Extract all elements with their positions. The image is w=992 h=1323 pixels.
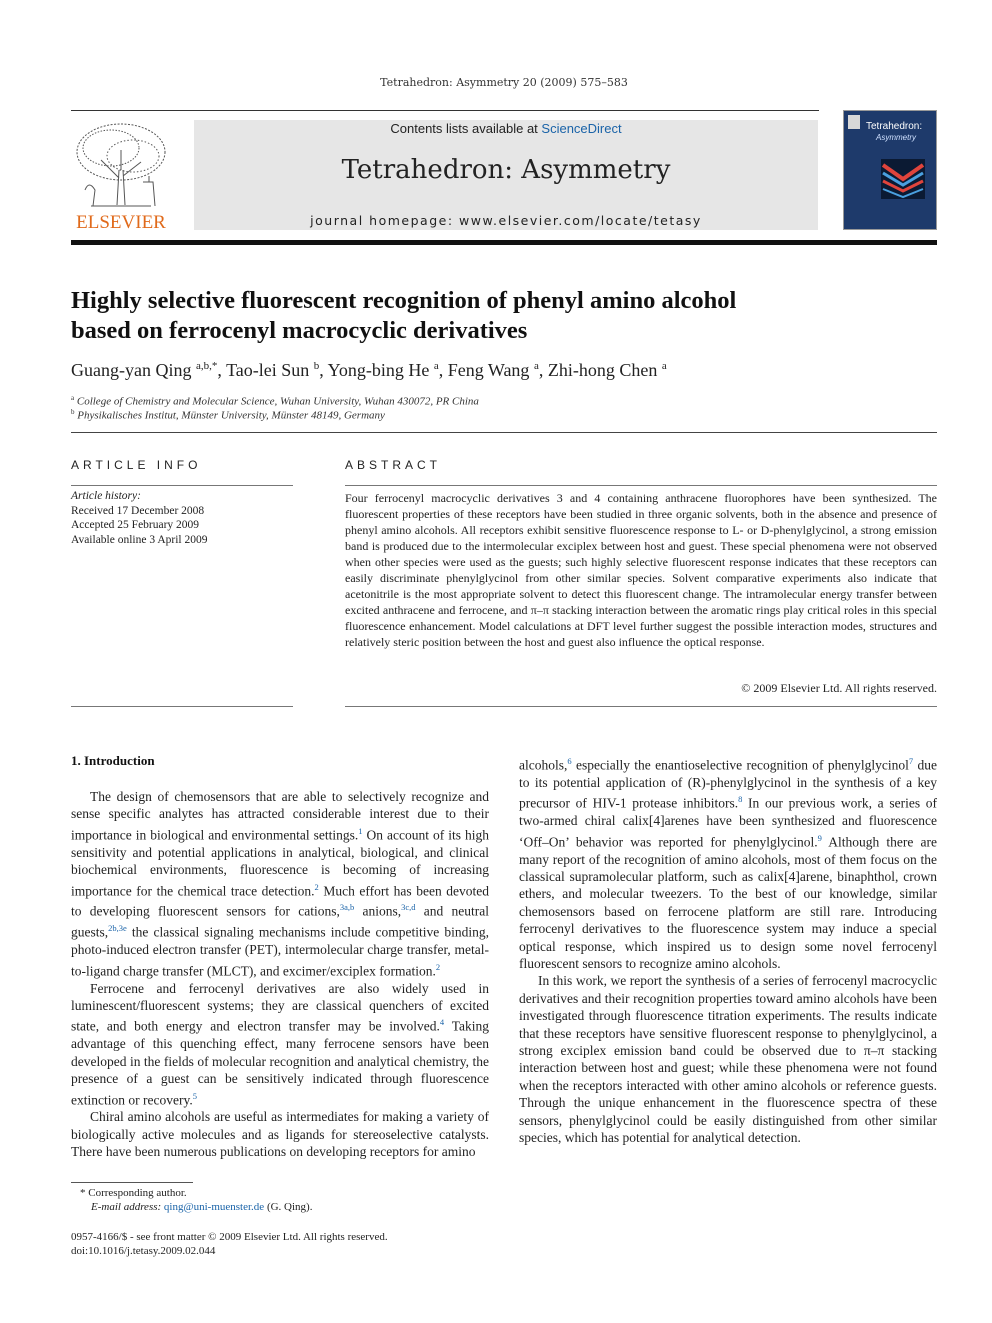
- author-name[interactable]: Zhi-hong Chen: [547, 360, 658, 380]
- paragraph: Chiral amino alcohols are useful as intermediates for making a variety of biologically active molecules and as ligands for stereoselective catalysts. There have been numerous publications on developing receptors for amino: [71, 1109, 489, 1160]
- affiliation-b: [71, 408, 771, 422]
- affiliation-text: College of Chemistry and Molecular Science, Wuhan University, Wuhan 430072, PR China: [76, 395, 479, 408]
- paragraph-continued: alcohols,$^6$ especially the enantioselective recognition of phenylglycinol$^7$ due to its potential application of (R)-phenylglycinol in the synthesis of a key precursor of HIV-1 protease inhibitors.$^8$ In our previous work, a series of two-armed chiral calix[4]arenes have been synthesized and fluorescence ‘Off–On’ behavior was reported for phenylglycinol.$^9$ Although there are many report of the recognition of amino alcohols, most of them focus on the classical supramolecular platform, such as calix[4]arene, binaphthol, crown ethers, and molecular tweezers. To the best of our knowledge, similar chemosensors based on ferrocene platform are still rare. Introducing ferrocenyl derivatives to the fluorescence system may induce a special optical response, which inspired us to design some novel ferrocenyl fluorescent sensors to recognize amino alcohols.: [519, 756, 938, 971]
- affiliation-text: Physikalisches Institut, Münster University, Münster 48149, Germany: [77, 409, 385, 422]
- abstract-heading: ABSTRACT: [345, 458, 442, 472]
- citation-link[interactable]: 8: [738, 794, 743, 805]
- citation-link[interactable]: 7: [908, 756, 914, 766]
- journal-homepage[interactable]: journal homepage: www.elsevier.com/locate/tetasy: [310, 213, 702, 228]
- cover-title-text: Tetrahedron:: [866, 121, 923, 132]
- sciencedirect-link[interactable]: ScienceDirect: [541, 121, 622, 136]
- title-line-2: based on ferrocenyl macrocyclic derivatives: [71, 317, 528, 344]
- journal-name-text: Tetrahedron: Asymmetry: [341, 155, 671, 185]
- author-sup[interactable]: b: [313, 360, 320, 372]
- abstract-copyright: © 2009 Elsevier Ltd. All rights reserved.: [741, 681, 937, 695]
- publisher-wordmark: ELSEVIER: [76, 212, 166, 233]
- author-sup[interactable]: a,b,*: [195, 360, 218, 372]
- body-column-left: [71, 788, 489, 1161]
- author-sup[interactable]: a: [433, 360, 439, 372]
- citation-link[interactable]: 4: [439, 1017, 445, 1028]
- cover-subtitle: Asymmetry: [876, 133, 916, 142]
- citation-link[interactable]: 2b,3e: [108, 923, 127, 934]
- author-name[interactable]: Tao-lei Sun: [226, 360, 310, 380]
- affiliation-sup: a: [71, 394, 75, 402]
- header-rule: [71, 110, 819, 111]
- article-info-top-rule: [71, 485, 293, 486]
- doi-line[interactable]: doi:10.1016/j.tetasy.2009.02.044: [71, 1245, 216, 1257]
- article-info-bottom-rule: [71, 706, 293, 707]
- author-sup[interactable]: a: [661, 360, 667, 372]
- email-label: E-mail address:: [91, 1201, 164, 1213]
- title-line-1: Highly selective fluorescent recognition of phenyl amino alcohol: [71, 287, 737, 314]
- journal-cover: [843, 110, 937, 230]
- cover-title: [866, 121, 922, 143]
- body-column-right: [519, 753, 937, 1146]
- issn-line: 0957-4166/$ - see front matter © 2009 Elsevier Ltd. All rights reserved.: [71, 1231, 388, 1243]
- citation-link[interactable]: 3c,d: [401, 902, 416, 913]
- history-label: Article history:: [71, 490, 141, 502]
- header-bottom-rule: [71, 240, 937, 245]
- author-sup[interactable]: a: [533, 360, 539, 372]
- citation-link[interactable]: 3a,b: [339, 902, 355, 913]
- abstract-text: Four ferrocenyl macrocyclic derivatives 3 and 4 containing anthracene fluorophores have been synthesized. The fluorescent properties of these receptors have been studied in three organic solvents, both in the absence and presence of phenyl amino alcohols. All receptors exhibit sensitive fluorescence response to L- or D-phenylglycinol, a strong emission band is produced due to the intermolecular exciplex between host and guest. These special phenomena were not observed when other species were used as the guests; such highly selective fluorescent response indicates that these receptors can easily discriminate phenylglycinol from other similar species. Solvent comparative experiments also indicate that acetonitrile is the most appropriate solvent to detect this fluorescent change. The intramolecular energy transfer between excited anthracene and ferrocene, and π–π stacking interaction between the aromatic rings play critical roles in this special fluorescence enhancement. Model calculations at DFT level further suggest the possible interaction modes, structures and relatively steric position between the host and guest also influence the optical response.: [345, 491, 937, 649]
- author-name[interactable]: Feng Wang: [447, 360, 530, 380]
- citation-link[interactable]: 6: [567, 756, 572, 766]
- abstract-bottom-rule: [345, 706, 937, 707]
- contents-prefix: Contents lists available at: [390, 121, 542, 136]
- email-link[interactable]: qing@uni-muenster.de: [163, 1201, 265, 1213]
- email-note: [91, 1201, 491, 1213]
- author-list: Guang-yan Qing $^{a,b,*}$, Tao-lei Sun $^b$, Yong-bing He $^a$, Feng Wang $^a$, Zhi-hong Chen $^a$: [71, 360, 667, 380]
- citation-link[interactable]: 9: [817, 832, 822, 843]
- paragraph: Ferrocene and ferrocenyl derivatives are also widely used in luminescent/fluorescent systems; they are classical quenchers of excited state, and both energy and electron transfer may be involved.$^4$ Taking advantage of this quenching effect, many ferrocene sensors have been developed in the fields of molecular recognition and analytical chemistry, the presence of a guest can be sensitively indicated through fluorescence extinction or recovery.$^5$: [71, 980, 489, 1107]
- affiliation-sup: b: [71, 408, 75, 416]
- citation-link[interactable]: 1: [358, 825, 363, 836]
- section-heading-introduction: 1. Introduction: [71, 753, 155, 768]
- citation-link[interactable]: 2: [314, 881, 319, 892]
- cover-art-icon: [881, 159, 925, 199]
- article-history: [71, 489, 293, 547]
- journal-name: [194, 155, 818, 185]
- affiliation-a: [71, 394, 771, 408]
- history-online: Available online 3 April 2009: [71, 533, 208, 546]
- article-title: [71, 286, 831, 346]
- corresponding-author-note: * Corresponding author.: [80, 1187, 187, 1199]
- email-suffix: (G. Qing).: [264, 1201, 313, 1213]
- footnote-rule: [71, 1182, 193, 1183]
- citation-link[interactable]: 2: [435, 961, 441, 972]
- contents-line: [194, 121, 818, 136]
- history-received: Received 17 December 2008: [71, 504, 205, 517]
- paragraph: The design of chemosensors that are able to selectively recognize and sense specific analytes has attracted considerable interest due to their importance in biological and environmental settings.$^1$ On account of its high sensitivity and potential applications in analytical, biological, and clinical biochemical environments, fluorescence is becoming of increasing importance for the chemical trace detection.$^2$ Much effort has been devoted to developing fluorescent sensors for cations,$^{3a,b}$ anions,$^{3c,d}$ and neutral guests,$^{2b,3e}$ the classical signaling mechanisms include competitive binding, photo-induced electron transfer (PET), intermolecular charge transfer, metal-to-ligand charge transfer (MLCT), and excimer/exciplex formation.$^2$: [71, 789, 489, 979]
- paragraph: In this work, we report the synthesis of a series of ferrocenyl macrocyclic derivatives and their recognition properties toward amino alcohols have been investigated through fluorescence titration experiments. The results indicate that these receptors have sensitive fluorescent response to phenylglycinol, a strong exciplex emission band could be observed due to π–π stacking interaction between host and guest; while these phenomena were not found when the receptors interacted with other amino alcohols or reference guests. Through the unique enhancement in the fluorescence spectra of these sensors, phenylglycinol could be easily distinguished from other similar species, which has potential for analytical detection.: [519, 973, 937, 1146]
- cover-logo-icon: [848, 115, 860, 129]
- history-accepted: Accepted 25 February 2009: [71, 519, 200, 531]
- article-info-heading: ARTICLE INFO: [71, 458, 202, 472]
- meta-rule: [71, 432, 937, 433]
- author-name[interactable]: Guang-yan Qing: [71, 360, 192, 380]
- author-name[interactable]: Yong-bing He: [327, 360, 430, 380]
- journal-citation: Tetrahedron: Asymmetry 20 (2009) 575–583: [380, 76, 628, 89]
- citation-link[interactable]: 5: [192, 1090, 197, 1101]
- abstract-top-rule: [345, 485, 937, 486]
